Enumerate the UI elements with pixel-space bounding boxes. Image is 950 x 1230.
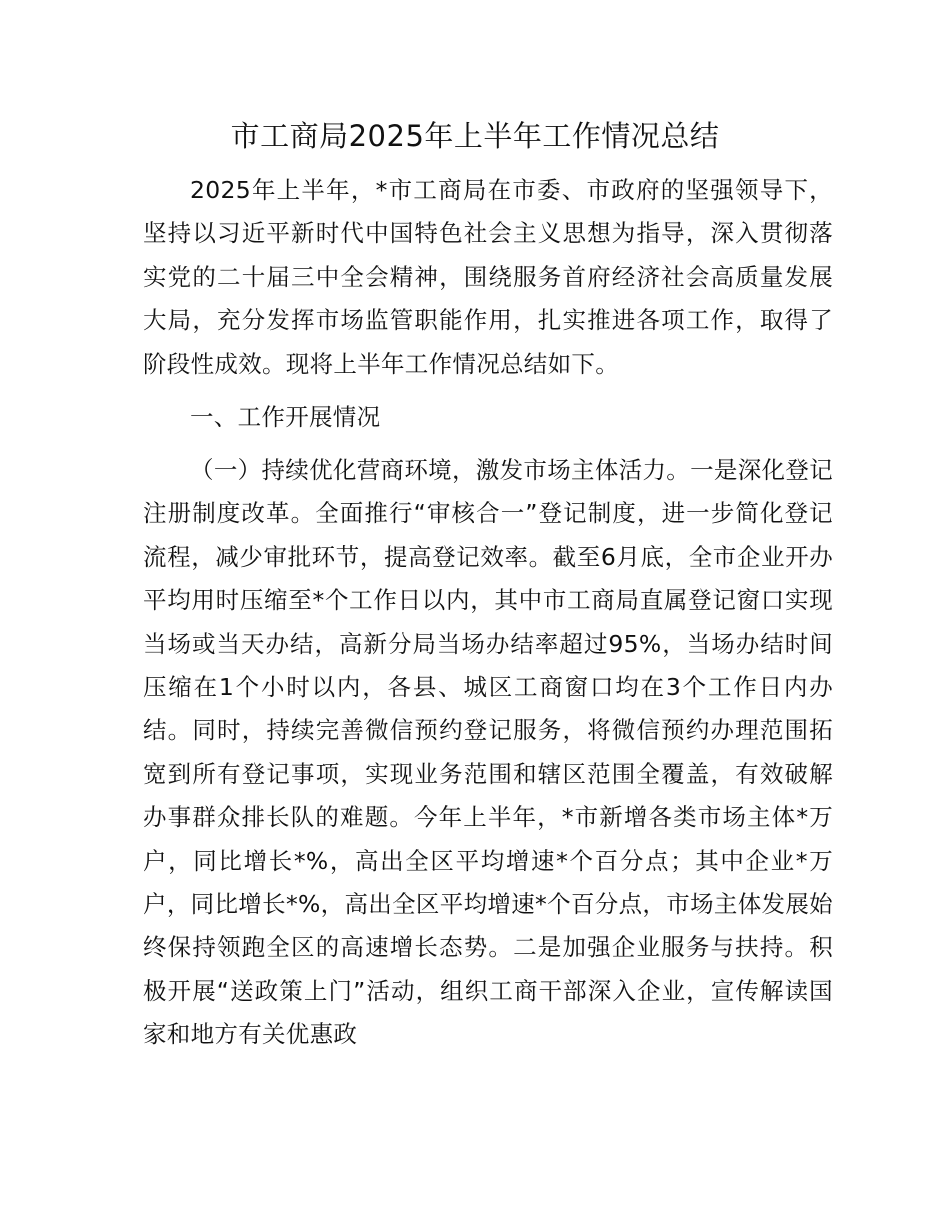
section-heading: 一、工作开展情况 <box>190 403 381 431</box>
body-paragraph: （一）持续优化营商环境，激发市场主体活力。一是深化登记注册制度改革。全面推行“审核合一”登记制度，进一步简化登记流程，减少审批环节，提高登记效率。截至6月底，全市企业开办平均用时压缩至*个工作日以内，其中市工商局直属登记窗口实现当场或当天办结，高新分局当场办结率超过95%，当场办结时间压缩在1个小时以内，各县、城区工商窗口均在3个工作日内办结。同时，持续完善微信预约登记服务，将微信预约办理范围拓宽到所有登记事项，实现业务范围和辖区范围全覆盖，有效破解办事群众排长队的难题。今年上半年，*市新增各类市场主体*万户，同比增长*%，高出全区平均增速*个百分点；其中企业*万户，同比增长*%，高出全区平均增速*个百分点，市场主体发展始终保持领跑全区的高速增长态势。二是加强企业服务与扶持。积极开展“送政策上门”活动，组织工商干部深入企业，宣传解读国家和地方有关优惠政 <box>143 456 833 1049</box>
intro-paragraph: 2025年上半年，*市工商局在市委、市政府的坚强领导下，坚持以习近平新时代中国特色社会主义思想为指导，深入贯彻落实党的二十届三中全会精神，围绕服务首府经济社会高质量发展大局，充分发挥市场监管职能作用，扎实推进各项工作，取得了阶段性成效。现将上半年工作情况总结如下。 <box>143 176 833 378</box>
document-title: 市工商局2025年上半年工作情况总结 <box>230 119 720 153</box>
